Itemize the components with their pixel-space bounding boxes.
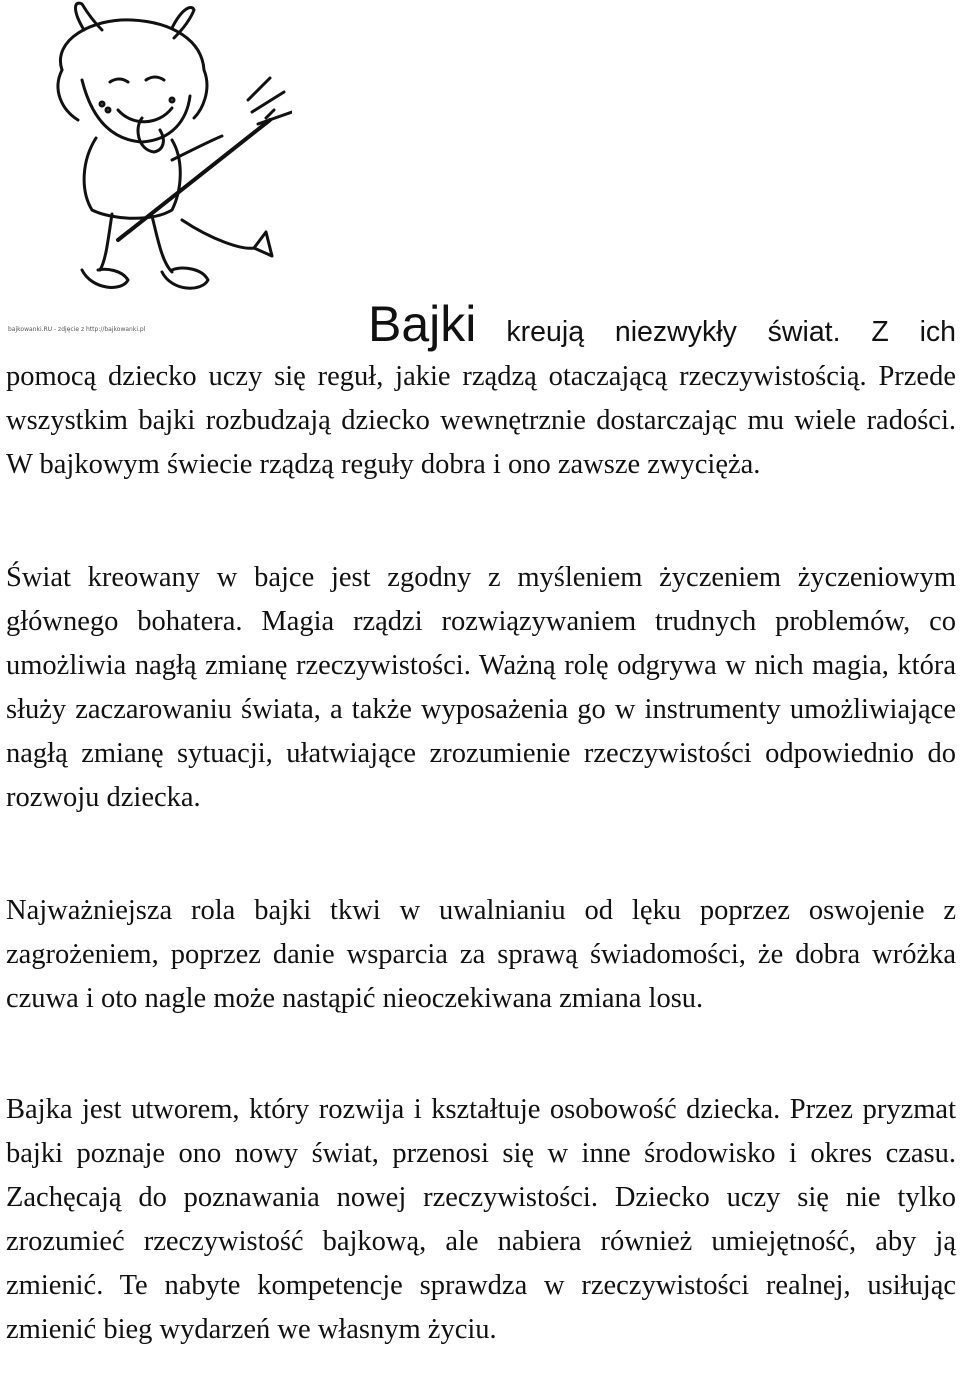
image-caption: bajkowanki.RU - zdjęcie z http://bajkowanki.pl: [8, 326, 146, 333]
paragraph-2: Świat kreowany w bajce jest zgodny z myśleniem życzeniem życzeniowym głównego bohatera. Magia rządzi rozwiązywaniem trudnych problemów, co umożliwia nagłą zmianę rzeczywistości. Ważną rolę odgrywa w nich magia, która służy zaczarowaniu świata, a także wyposażenia go w instrumenty umożliwiające nagłą zmianę sytuacji, ułatwiające zrozumienie rzeczywistości odpowiednio do rozwoju dziecka.: [6, 562, 956, 813]
paragraph-1-first-line: [6, 296, 957, 355]
paragraph-1-body: pomocą dziecko uczy się reguł, jakie rządzą otaczającą rzeczywistością. Przede wszystkim bajki rozbudzają dziecko wewnętrznie dostarczając mu wiele radości. W bajkowym świecie rządzą reguły dobra i ono zawsze zwycięża.: [6, 361, 956, 480]
devil-child-illustration: [22, 0, 292, 300]
paragraph-3: Najważniejsza rola bajki tkwi w uwalnianiu od lęku poprzez oswojenie z zagrożeniem, poprzez danie wsparcia za sprawą świadomości, że dobra wróżka czuwa i oto nagle może nastąpić nieoczekiwana zmiana losu.: [6, 895, 956, 1014]
paragraph-4: Bajka jest utworem, który rozwija i kształtuje osobowość dziecka. Przez pryzmat bajki poznaje ono nowy świat, przenosi się w inne środowisko i okres czasu. Zachęcają do poznawania nowej rzeczywistości. Dziecko uczy się nie tylko zrozumieć rzeczywistość bajkową, ale nabiera również umiejętność, aby ją zmienić. Te nabyte kompetencje sprawdza w rzeczywistości realnej, usiłując zmienić bieg wydarzeń we własnym życiu.: [6, 1094, 956, 1345]
lead-word: Bajki: [368, 296, 477, 352]
paragraph-1: [6, 296, 957, 487]
first-line-text: kreują niezwykły świat. Z ich: [506, 316, 957, 348]
